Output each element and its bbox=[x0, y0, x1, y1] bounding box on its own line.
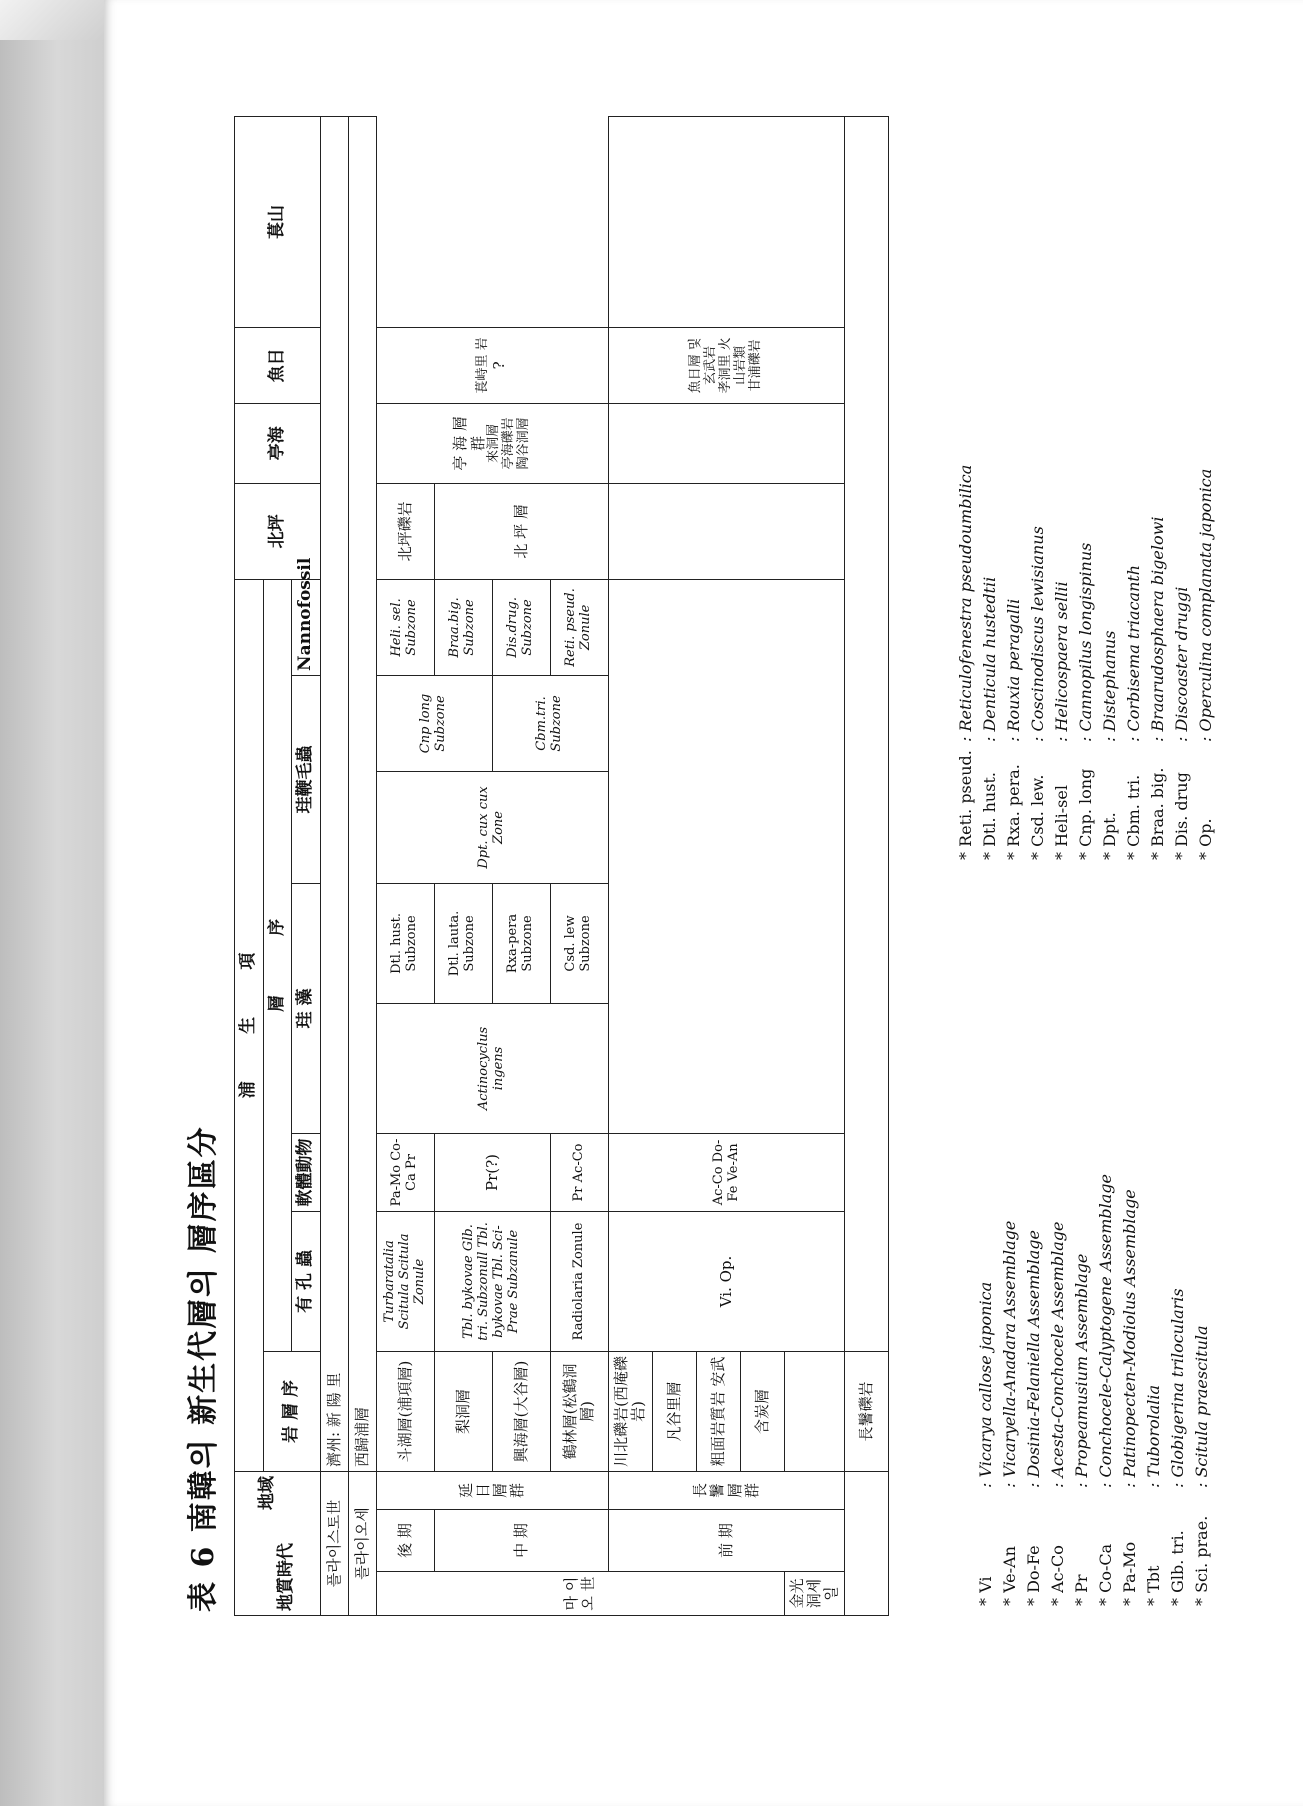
legend-abbr: * Dpt. bbox=[1100, 812, 1119, 860]
legend-name: : Vicarya callose japonica bbox=[976, 1281, 995, 1488]
unit-dogok: 陶谷洞層 bbox=[515, 417, 531, 470]
diatom-d4: Csd. lew Subzone bbox=[550, 883, 608, 1003]
legend-abbr: * Csd. lew. bbox=[1028, 774, 1047, 860]
legend-name: : Patinopecten-Modiolus Assemblage bbox=[1120, 1189, 1139, 1488]
legend-name: : Rouxia peragalli bbox=[1004, 598, 1023, 742]
legend-abbr: * Pa-Mo bbox=[1120, 1541, 1139, 1606]
legend-abbr: * Tbt bbox=[1144, 1565, 1163, 1606]
legend-item bbox=[1096, 1174, 1115, 1606]
janggi-group: 長 鬐 層 群 bbox=[608, 1471, 845, 1509]
unit-question: ? bbox=[489, 361, 508, 370]
legend-abbr: * Ac-Co bbox=[1048, 1545, 1067, 1606]
unit-naedong: 來洞層 bbox=[485, 423, 501, 463]
legend-item bbox=[956, 465, 975, 860]
empty-jangsan bbox=[608, 117, 845, 328]
jeju-column-label: 濟州: 新 陽 里 bbox=[320, 117, 348, 1472]
legend-name: : Corbisema triacanth bbox=[1124, 564, 1143, 742]
jangsan-col bbox=[376, 327, 608, 403]
legend-name: : Operculina complanata japonica bbox=[1196, 468, 1215, 742]
legend-name: : Cannopilus longispinus bbox=[1076, 542, 1095, 742]
header-hang: 項 bbox=[238, 952, 258, 970]
unit-seogwipo: 西歸浦層 bbox=[348, 117, 376, 1472]
era-pliocene: 플라이오세 bbox=[348, 1471, 376, 1615]
header-jangsan: 萇山 bbox=[235, 117, 321, 328]
header-jeonghae: 亭海 bbox=[235, 403, 321, 483]
legend-name: : Reticulofenestra pseudoumbilica bbox=[956, 464, 975, 742]
era-pleistocene: 플라이스토世 bbox=[320, 1471, 348, 1615]
header-seng: 生 bbox=[238, 1016, 258, 1034]
mollusc-m1: Pa-Mo Co-Ca Pr bbox=[376, 1133, 434, 1211]
legend-name: : Denticula hustedtii bbox=[980, 576, 999, 742]
legend-item bbox=[1196, 469, 1215, 860]
era-early: 前 期 bbox=[608, 1510, 845, 1572]
header-nanno: Nannofossil bbox=[292, 579, 321, 675]
book-corner bbox=[0, 0, 104, 40]
legend-name: : Distephanus bbox=[1100, 630, 1119, 742]
rock-hamdan: 含炭層 bbox=[740, 1351, 784, 1471]
header-era-region bbox=[235, 1471, 321, 1615]
legend-name: : Globigerina trilocularis bbox=[1168, 1288, 1187, 1488]
jeonghae-group-col bbox=[376, 403, 608, 483]
legend-name: : Braarudosphaera bigelowi bbox=[1148, 516, 1167, 742]
rock-geumgwangdong: 金光洞셰일 bbox=[784, 1572, 845, 1616]
legend-abbr: * Co-Ca bbox=[1096, 1543, 1115, 1606]
empty-jeonghae bbox=[608, 403, 845, 483]
legend-name: : Conchocele-Calyptogene Assemblage bbox=[1096, 1173, 1115, 1488]
header-rock: 岩 層 序 bbox=[263, 1351, 320, 1471]
legend-abbr: * Cnp. long bbox=[1076, 768, 1095, 860]
legend-item bbox=[1028, 526, 1047, 860]
nanno-n2: Braa.big. Subzone bbox=[434, 579, 492, 675]
rock-idong: 梨洞層 bbox=[434, 1351, 492, 1471]
header-mollusc: 軟體動物 bbox=[292, 1133, 321, 1211]
header-region: 地域 bbox=[256, 1475, 277, 1510]
header-cheung-seo bbox=[263, 579, 292, 1351]
diatom-d3: Rxa-pera Subzone bbox=[492, 883, 550, 1003]
legend-item bbox=[1004, 599, 1023, 860]
legend-item bbox=[1120, 1189, 1139, 1606]
era-blank bbox=[845, 1471, 889, 1615]
table-caption: 表 6 南韓의 新生代層의 層序區分 bbox=[186, 1125, 221, 1612]
legend-item bbox=[1024, 1230, 1043, 1606]
nanno-n1: Heli. sel. Subzone bbox=[376, 579, 434, 675]
empty-biozones bbox=[608, 579, 845, 1133]
unit-bukpyeong-cg: 北坪礫岩 bbox=[376, 483, 434, 579]
diatom-d2: Dtl. lauta. Subzone bbox=[434, 883, 492, 1003]
empty-bottom bbox=[845, 117, 889, 1352]
rock-hakrim: 鶴林層(松鶴洞層) bbox=[550, 1351, 608, 1471]
foram-f3: Radiolaria Zonule bbox=[550, 1211, 608, 1351]
era-middle: 中 期 bbox=[434, 1510, 608, 1572]
header-jeju: 濟州 bbox=[324, 1436, 343, 1467]
flagellate-zone: Dpt. cux cux Zone bbox=[376, 771, 608, 883]
rock-cheonbuk: 川北礫岩(西庵礫岩) bbox=[608, 1351, 652, 1471]
header-seo: 序 bbox=[266, 918, 287, 936]
unit-jeonghae-group: 亭 海 層 群 bbox=[451, 416, 487, 471]
legend-name: : Scitula praescitula bbox=[1192, 1325, 1211, 1488]
rock-heunghae: 興海層(大谷層) bbox=[492, 1351, 550, 1471]
era-miocene: 마 이 오 世 bbox=[376, 1572, 784, 1616]
legend-abbr: * Do-Fe bbox=[1024, 1545, 1043, 1606]
legend-item bbox=[1000, 1221, 1019, 1606]
flagellate-s1: Cnp long Subzone bbox=[376, 675, 492, 771]
mollusc-m4: Ac-Co Do-Fe Ve-An bbox=[608, 1133, 845, 1211]
era-late: 後 期 bbox=[376, 1510, 434, 1572]
rock-janggi-cg: 長鬐礫岩 bbox=[845, 1351, 889, 1471]
legend-abbr: * Rxa. pera. bbox=[1004, 764, 1023, 860]
legend-item bbox=[1072, 1254, 1091, 1606]
legend-abbr: * Dtl. hust. bbox=[980, 772, 999, 860]
header-euil: 魚日 bbox=[235, 327, 321, 403]
legend-item bbox=[976, 1282, 995, 1606]
legend-item bbox=[1172, 587, 1191, 860]
legend-item bbox=[1144, 1385, 1163, 1606]
foram-f1: Turbaratalia Scitula Scitula Zonule bbox=[376, 1211, 434, 1351]
legend-abbr: * Ve-An bbox=[1000, 1546, 1019, 1606]
rock-jomyeon: 粗面岩質岩 安武 bbox=[696, 1351, 740, 1471]
foram-f2: Tbl. bykovae Glb. tri. Subzonull Tbl. bykovae Tbl. Sci-Prae Subzanule bbox=[434, 1211, 550, 1351]
legend-abbr: * Heli-sel bbox=[1052, 785, 1071, 860]
nanno-zone: Reti. pseud. Zonule bbox=[550, 579, 608, 675]
legend-item bbox=[1148, 517, 1167, 860]
mollusc-m3: Pr Ac-Co bbox=[550, 1133, 608, 1211]
legend-name: : Dosinia-Felaniella Assemblage bbox=[1024, 1230, 1043, 1488]
legend-abbr: * Cbm. tri. bbox=[1124, 774, 1143, 860]
stratigraphy-table bbox=[234, 116, 889, 1616]
legend-item bbox=[980, 577, 999, 860]
diatom-d1: Dtl. hust. Subzone bbox=[376, 883, 434, 1003]
unit-gamsan: 甘浦礫岩 bbox=[747, 339, 763, 392]
unit-jeonghae-cg: 亭海礫岩 bbox=[500, 417, 516, 470]
legend-item bbox=[1052, 581, 1071, 860]
unit-euil-fm: 魚日層 및 玄武岩 bbox=[688, 337, 719, 394]
header-era: 地質時代 bbox=[276, 1543, 297, 1611]
legend-name: : Acesta-Conchocele Assemblage bbox=[1048, 1221, 1067, 1488]
legend-item bbox=[1168, 1288, 1187, 1606]
unit-bukpyeong-fm: 北 坪 層 bbox=[434, 483, 608, 579]
legend-item bbox=[1124, 565, 1143, 860]
rock-duho: 斗湖層(浦項層) bbox=[376, 1351, 434, 1471]
unit-hyodong: 孝洞里 火山岩類 bbox=[718, 337, 748, 394]
header-cheung: 層 bbox=[266, 995, 287, 1013]
diatom-zone: Actinocyclus ingens bbox=[376, 1003, 608, 1133]
legend-name: : Propeamusium Assemblage bbox=[1072, 1253, 1091, 1488]
foram-f4: Vi. Op. bbox=[608, 1211, 845, 1351]
nanno-n3: Dis.drug. Subzone bbox=[492, 579, 550, 675]
legend-abbr: * Dis. drug bbox=[1172, 772, 1191, 860]
legend-name: : Discoaster druggi bbox=[1172, 586, 1191, 742]
rock-beomgokri: 凡谷里層 bbox=[652, 1351, 696, 1471]
legend-abbr: * Reti. pseud. bbox=[956, 750, 975, 860]
legend-abbr: * Glb. tri. bbox=[1168, 1530, 1187, 1606]
legend-name: : Tuborolalia bbox=[1144, 1384, 1163, 1488]
euil-col bbox=[608, 327, 845, 403]
legend-item bbox=[1100, 631, 1119, 860]
unit-janggi-rock: 萇峙里 岩 bbox=[475, 337, 491, 394]
legend-abbr: * Braa. big. bbox=[1148, 767, 1167, 860]
unit-sinyang: 新 陽 里 bbox=[324, 1372, 343, 1428]
book-spine bbox=[0, 0, 104, 1806]
yeonil-group: 延 日 層 群 bbox=[376, 1471, 608, 1509]
legend-abbr: * Sci. prae. bbox=[1192, 1515, 1211, 1606]
legend-abbr: * Vi bbox=[976, 1576, 995, 1606]
header-diatom: 珪 藻 bbox=[292, 883, 321, 1133]
header-pohang-group bbox=[235, 579, 264, 1471]
mollusc-m2: Pr(?) bbox=[434, 1133, 550, 1211]
header-pohang: 浦 bbox=[238, 1081, 258, 1099]
header-bukpyeong: 北坪 bbox=[235, 483, 321, 579]
legend-name: : Coscinodiscus lewisianus bbox=[1028, 526, 1047, 742]
legend-name: : Vicaryella-Anadara Assemblage bbox=[1000, 1220, 1019, 1488]
rotated-page-content bbox=[156, 100, 1236, 1620]
empty-bukpyeong bbox=[608, 483, 845, 579]
legend-item bbox=[1192, 1325, 1211, 1606]
legend-name: : Helicospaera sellii bbox=[1052, 581, 1071, 742]
flagellate-s2: Cbm.tri. Subzone bbox=[492, 675, 608, 771]
header-foram: 有 孔 蟲 bbox=[292, 1211, 321, 1351]
legend-abbr: * Op. bbox=[1196, 818, 1215, 860]
header-flagellate: 珪鞭毛蟲 bbox=[292, 675, 321, 883]
legend-item bbox=[1076, 543, 1095, 860]
legend-item bbox=[1048, 1222, 1067, 1606]
legend-abbr: * Pr bbox=[1072, 1574, 1091, 1606]
